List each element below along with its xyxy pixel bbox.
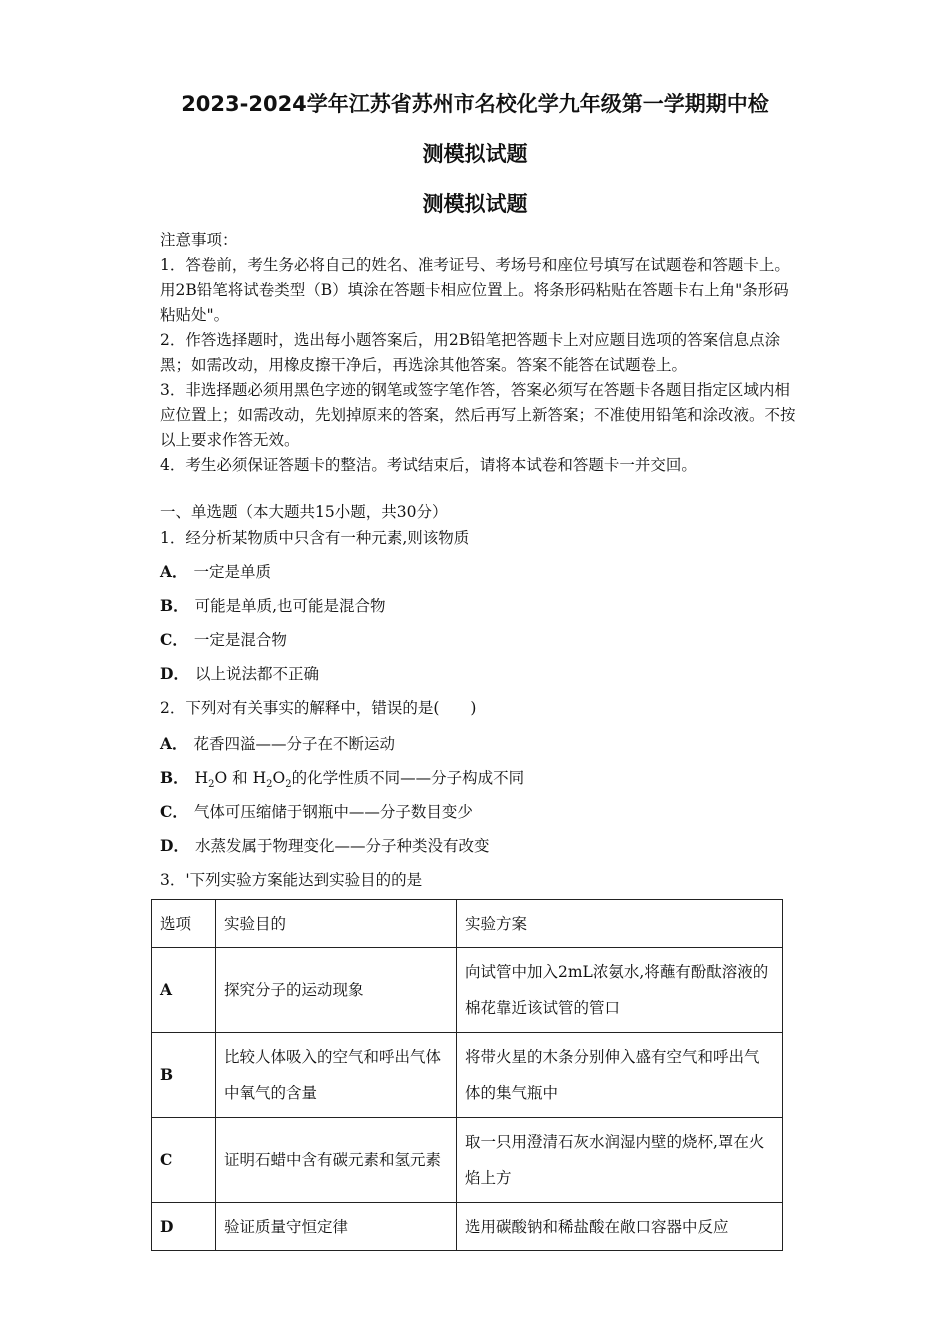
q2-option-c xyxy=(160,800,473,822)
q2-option-c-text: 气体可压缩储于钢瓶中——分子数目变少 xyxy=(193,803,473,821)
q2-option-b-sub-2: 2 xyxy=(266,779,273,791)
q1-option-a-text: 一定是单质 xyxy=(193,563,272,581)
row-c-option: C xyxy=(152,1118,216,1203)
q1-option-b-letter: B． xyxy=(160,596,189,615)
row-d-option: D xyxy=(152,1203,216,1251)
q1-option-d-letter: D． xyxy=(160,664,189,683)
page-title-line3: 测模拟试题 xyxy=(422,192,528,216)
row-a-plan: 向试管中加入2mL浓氨水,将蘸有酚酞溶液的棉花靠近该试管的管口 xyxy=(457,948,783,1033)
row-b-goal: 比较人体吸入的空气和呼出气体中氧气的含量 xyxy=(216,1033,457,1118)
table-row xyxy=(152,948,783,1033)
q2-option-a xyxy=(160,732,395,754)
q1-option-c-text: 一定是混合物 xyxy=(193,631,287,649)
row-b-plan: 将带火星的木条分别伸入盛有空气和呼出气体的集气瓶中 xyxy=(457,1033,783,1118)
question-1-stem: 1．经分析某物质中只含有一种元素,则该物质 xyxy=(160,529,470,547)
q1-option-d-text: 以上说法都不正确 xyxy=(194,665,319,683)
notes-item-3: 3．非选择题必须用黑色字迹的钢笔或签字笔作答，答案必须写在答题卡各题目指定区域内相应位置上；如需改动，先划掉原来的答案，然后再写上新答案；不准使用铅笔和涂改液。不按以上要求作答无效。 xyxy=(160,381,796,449)
row-a-option: A xyxy=(152,948,216,1033)
q1-option-a-letter: A． xyxy=(160,562,188,581)
table-row xyxy=(152,1203,783,1251)
q2-option-d-text: 水蒸发属于物理变化——分子种类没有改变 xyxy=(194,837,490,855)
q1-option-d xyxy=(160,662,319,684)
notes-item-1: 1．答卷前，考生务必将自己的姓名、准考证号、考场号和座位号填写在试题卷和答题卡上。用2B铅笔将试卷类型（B）填涂在答题卡相应位置上。将条形码粘贴在答题卡右上角"条形码粘贴处"。 xyxy=(160,256,790,324)
header-goal: 实验目的 xyxy=(216,900,457,948)
notes-heading: 注意事项： xyxy=(160,231,238,249)
q2-option-b-sub-3: 2 xyxy=(285,779,292,791)
notes-block xyxy=(160,228,800,478)
q2-option-b-sub-1: 2 xyxy=(208,779,215,791)
q2-option-c-letter: C． xyxy=(160,802,188,821)
q2-option-b-formula-mid: O 和 H xyxy=(214,769,267,787)
row-a-goal: 探究分子的运动现象 xyxy=(216,948,457,1033)
q1-option-b xyxy=(160,594,386,616)
table-row xyxy=(152,1033,783,1118)
section-heading: 一、单选题（本大题共15小题，共30分） xyxy=(160,503,448,521)
notes-item-4: 4．考生必须保证答题卡的整洁。考试结束后，请将本试卷和答题卡一并交回。 xyxy=(160,456,697,474)
q2-option-d-letter: D． xyxy=(160,836,189,855)
q2-option-a-letter: A． xyxy=(160,734,188,753)
experiment-table xyxy=(151,899,783,1251)
row-c-plan: 取一只用澄清石灰水润湿内壁的烧杯,罩在火焰上方 xyxy=(457,1118,783,1203)
header-plan: 实验方案 xyxy=(457,900,783,948)
page-title-line2: 测模拟试题 xyxy=(422,142,528,166)
row-b-option: B xyxy=(152,1033,216,1118)
q2-option-b-text: 的化学性质不同——分子构成不同 xyxy=(291,769,525,787)
header-option: 选项 xyxy=(152,900,216,948)
q2-option-b xyxy=(160,766,524,790)
q1-option-b-text: 可能是单质,也可能是混合物 xyxy=(194,597,386,615)
row-c-goal: 证明石蜡中含有碳元素和氢元素 xyxy=(216,1118,457,1203)
q1-option-c-letter: C． xyxy=(160,630,188,649)
notes-item-2: 2．作答选择题时，选出每小题答案后，用2B铅笔把答题卡上对应题目选项的答案信息点涂黑；如需改动，用橡皮擦干净后，再选涂其他答案。答案不能答在试题卷上。 xyxy=(160,331,781,374)
q2-option-a-text: 花香四溢——分子在不断运动 xyxy=(193,735,396,753)
table-header-row xyxy=(152,900,783,948)
row-d-plan: 选用碳酸钠和稀盐酸在敞口容器中反应 xyxy=(457,1203,783,1251)
q2-option-b-formula-o: O xyxy=(272,769,286,787)
q1-option-c xyxy=(160,628,287,650)
question-3-stem: 3．'下列实验方案能达到实验目的的是 xyxy=(160,871,423,889)
table-row xyxy=(152,1118,783,1203)
q2-option-d xyxy=(160,834,489,856)
q2-option-b-letter: B． xyxy=(160,768,189,787)
question-2-stem: 2．下列对有关事实的解释中，错误的是( ) xyxy=(160,699,477,717)
page-title-line1: 2023-2024学年江苏省苏州市名校化学九年级第一学期期中检 xyxy=(181,92,769,116)
q1-option-a xyxy=(160,560,271,582)
q2-option-b-formula-h: H xyxy=(194,769,209,787)
row-d-goal: 验证质量守恒定律 xyxy=(216,1203,457,1251)
